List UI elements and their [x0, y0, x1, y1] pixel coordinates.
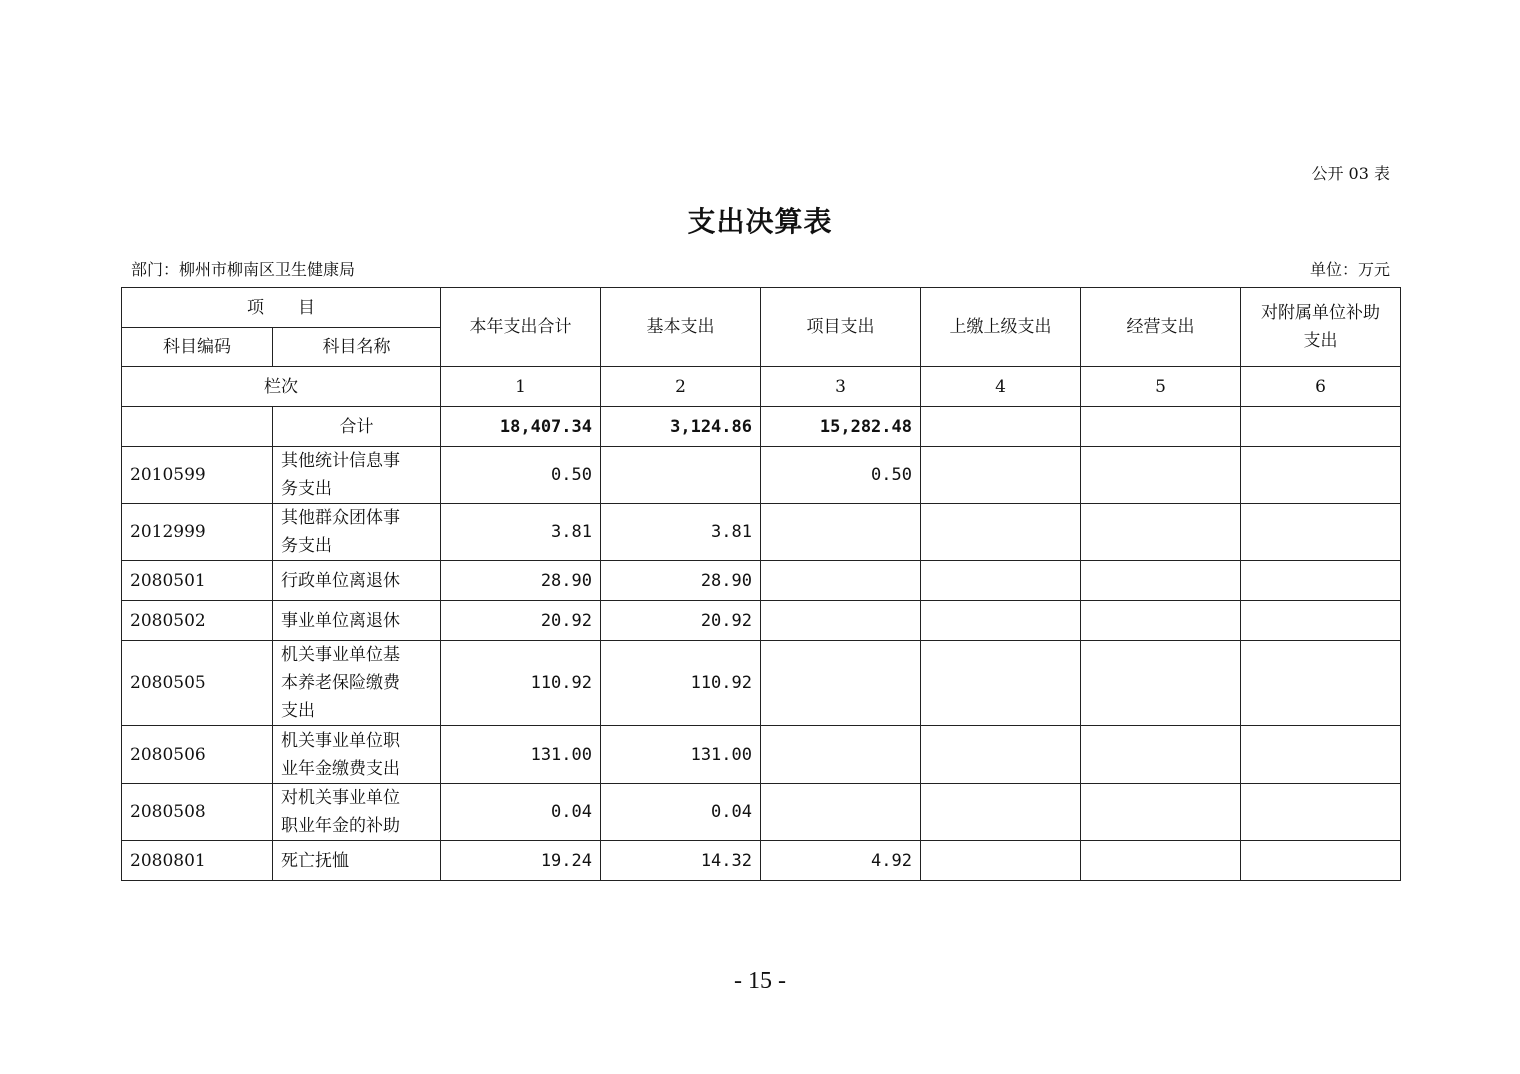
empty-amount-cell [921, 726, 1081, 784]
expenditure-table [121, 287, 1401, 881]
header-total-expenditure: 本年支出合计 [441, 288, 601, 367]
subject-name-line: 支出 [281, 701, 315, 721]
subject-code: 2012999 [122, 504, 273, 561]
empty-amount-cell [1081, 601, 1241, 641]
empty-amount-cell [1081, 504, 1241, 561]
empty-amount-cell [1241, 841, 1401, 881]
total-label: 合计 [273, 407, 441, 447]
total-row [122, 407, 1401, 447]
column-number: 4 [921, 367, 1081, 407]
subject-name-line: 机关事业单位职 [281, 730, 400, 751]
amount-cell: 20.92 [601, 601, 761, 641]
subject-name-line: 务支出 [281, 536, 332, 556]
subject-name-line: 其他统计信息事 [281, 451, 400, 471]
column-number: 2 [601, 367, 761, 407]
empty-amount-cell [1241, 447, 1401, 504]
amount-cell: 3.81 [441, 504, 601, 561]
row-label-lanci: 栏次 [122, 367, 441, 407]
amount-cell: 0.50 [441, 447, 601, 504]
subject-name [273, 504, 441, 561]
amount-cell: 20.92 [441, 601, 601, 641]
table-row [122, 561, 1401, 601]
subject-code: 2080801 [122, 841, 273, 881]
subject-name-line: 本养老保险缴费 [281, 673, 400, 693]
empty-amount-cell [1081, 726, 1241, 784]
column-number: 3 [761, 367, 921, 407]
empty-amount-cell [921, 641, 1081, 726]
subject-name-line: 其他群众团体事 [281, 508, 400, 528]
subject-name [273, 601, 441, 641]
header-basic-expenditure: 基本支出 [601, 288, 761, 367]
header-subsidy-line2: 支出 [1303, 331, 1338, 351]
amount-cell: 131.00 [601, 726, 761, 784]
amount-cell: 0.04 [441, 784, 601, 841]
subject-name-line: 务支出 [281, 479, 332, 499]
amount-cell [761, 641, 921, 726]
amount-cell [761, 504, 921, 561]
subject-name-line: 职业年金的补助 [281, 816, 400, 836]
subject-name-line: 死亡抚恤 [281, 850, 349, 871]
subject-code: 2010599 [122, 447, 273, 504]
page-title: 支出决算表 [687, 205, 833, 238]
header-subject-name: 科目名称 [273, 328, 441, 367]
subject-code: 2080506 [122, 726, 273, 784]
subject-name-line: 对机关事业单位 [281, 788, 400, 808]
empty-amount-cell [921, 504, 1081, 561]
subject-code: 2080505 [122, 641, 273, 726]
empty-amount-cell [1241, 726, 1401, 784]
subject-code: 2080508 [122, 784, 273, 841]
amount-cell: 0.04 [601, 784, 761, 841]
subject-name [273, 841, 441, 881]
subject-name [273, 726, 441, 784]
empty-amount-cell [1241, 641, 1401, 726]
header-project-expenditure: 项目支出 [761, 288, 921, 367]
header-item: 项 目 [122, 288, 441, 328]
header-remit-superior: 上缴上级支出 [921, 288, 1081, 367]
subject-name-line: 机关事业单位基 [281, 645, 400, 665]
amount-cell: 110.92 [441, 641, 601, 726]
total-value-2: 3,124.86 [601, 407, 761, 447]
total-value-1: 18,407.34 [441, 407, 601, 447]
empty-amount-cell [1081, 784, 1241, 841]
amount-cell: 110.92 [601, 641, 761, 726]
table-row [122, 447, 1401, 504]
page-number: - 15 - [734, 968, 786, 994]
amount-cell: 4.92 [761, 841, 921, 881]
total-value-4 [921, 407, 1081, 447]
subject-name [273, 561, 441, 601]
subject-name-line: 行政单位离退休 [281, 570, 400, 591]
subject-code: 2080501 [122, 561, 273, 601]
empty-amount-cell [921, 601, 1081, 641]
empty-amount-cell [1241, 784, 1401, 841]
empty-amount-cell [1241, 601, 1401, 641]
total-value-6 [1241, 407, 1401, 447]
amount-cell: 3.81 [601, 504, 761, 561]
empty-amount-cell [1081, 447, 1241, 504]
amount-cell [761, 561, 921, 601]
subject-name-line: 业年金缴费支出 [281, 758, 400, 779]
amount-cell: 28.90 [441, 561, 601, 601]
column-number: 1 [441, 367, 601, 407]
amount-cell: 28.90 [601, 561, 761, 601]
subject-code: 2080502 [122, 601, 273, 641]
table-row [122, 601, 1401, 641]
amount-cell [601, 447, 761, 504]
amount-cell [761, 726, 921, 784]
subject-name [273, 784, 441, 841]
empty-amount-cell [1241, 504, 1401, 561]
table-row [122, 641, 1401, 726]
amount-cell: 14.32 [601, 841, 761, 881]
empty-amount-cell [921, 561, 1081, 601]
total-value-5 [1081, 407, 1241, 447]
empty-amount-cell [1081, 641, 1241, 726]
form-number: 公开 03 表 [1311, 164, 1390, 183]
department-label: 部门：柳州市柳南区卫生健康局 [131, 260, 356, 279]
table-row [122, 841, 1401, 881]
amount-cell: 131.00 [441, 726, 601, 784]
empty-amount-cell [1241, 561, 1401, 601]
column-number: 6 [1241, 367, 1401, 407]
amount-cell [761, 784, 921, 841]
header-operating-expenditure: 经营支出 [1081, 288, 1241, 367]
empty-amount-cell [921, 447, 1081, 504]
amount-cell [761, 601, 921, 641]
table-row [122, 504, 1401, 561]
subject-name [273, 447, 441, 504]
empty-amount-cell [1081, 841, 1241, 881]
header-subsidy-affiliates [1241, 288, 1401, 367]
table-row [122, 726, 1401, 784]
total-value-3: 15,282.48 [761, 407, 921, 447]
header-subsidy-line1: 对附属单位补助 [1261, 303, 1380, 323]
total-code-cell [122, 407, 273, 447]
subject-name [273, 641, 441, 726]
header-subject-code: 科目编码 [122, 328, 273, 367]
table-row [122, 784, 1401, 841]
empty-amount-cell [1081, 561, 1241, 601]
amount-cell: 19.24 [441, 841, 601, 881]
empty-amount-cell [921, 841, 1081, 881]
amount-cell: 0.50 [761, 447, 921, 504]
column-number: 5 [1081, 367, 1241, 407]
unit-label: 单位：万元 [1309, 260, 1390, 279]
empty-amount-cell [921, 784, 1081, 841]
subject-name-line: 事业单位离退休 [281, 610, 400, 631]
